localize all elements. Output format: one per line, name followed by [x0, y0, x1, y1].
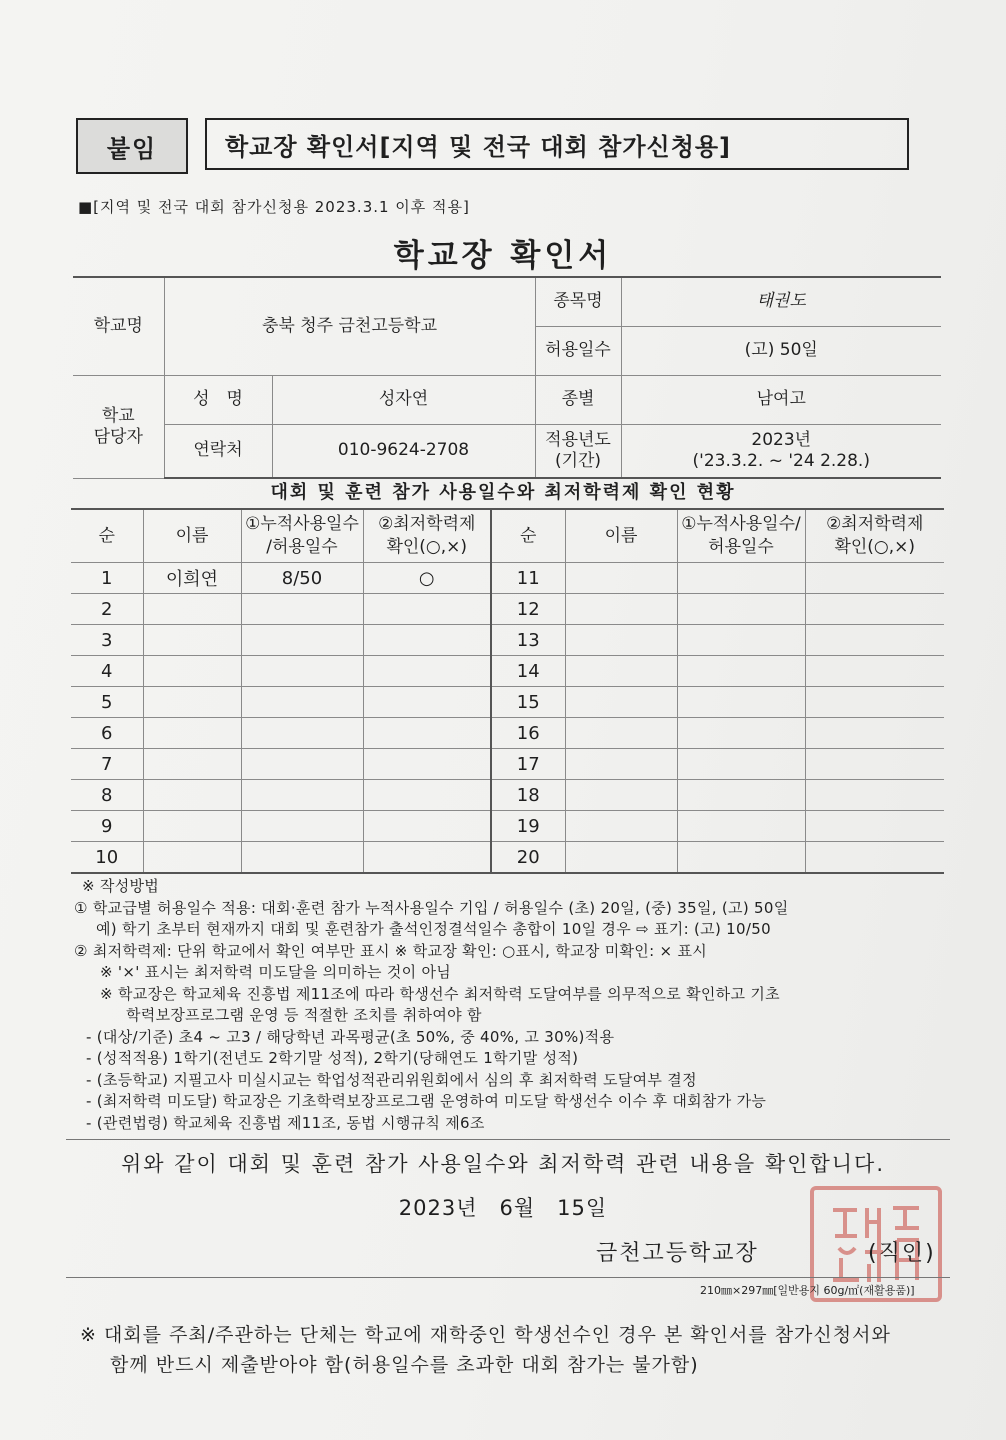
- info-table: [73, 276, 941, 479]
- table-row: [71, 687, 944, 718]
- page-title: 학교장 확인서: [393, 238, 613, 274]
- contact-person-label-1: 학교: [101, 405, 135, 426]
- cell-name-right: [565, 625, 677, 656]
- cell-no-right: 12: [491, 594, 565, 625]
- instruction-line: - (관련법령) 학교체육 진흥법 제11조, 동법 시행규칙 제6조: [86, 1113, 485, 1132]
- year-label: [535, 425, 621, 479]
- category-value: 남여고: [621, 376, 941, 425]
- cell-no: 5: [71, 687, 143, 718]
- cell-check: [363, 625, 491, 656]
- instructions-heading: ※ 작성방법: [82, 877, 160, 895]
- cell-no-right: 13: [491, 625, 565, 656]
- cell-check: [363, 811, 491, 842]
- cell-name: [143, 811, 241, 842]
- cell-name: [143, 749, 241, 780]
- cell-no: 4: [71, 656, 143, 687]
- cell-days: [241, 842, 363, 874]
- cell-days: [241, 594, 363, 625]
- form-title: 학교장 확인서[지역 및 전국 대회 참가신청용]: [225, 132, 732, 161]
- cell-no: 9: [71, 811, 143, 842]
- cell-check: [363, 780, 491, 811]
- table-row: [71, 625, 944, 656]
- cell-name-right: [565, 811, 677, 842]
- cell-name-right: [565, 842, 677, 874]
- instruction-line: - (성적적용) 1학기(전년도 2학기말 성적), 2학기(당해연도 1학기말 성적): [86, 1049, 579, 1067]
- cell-days-right: [677, 811, 805, 842]
- principal-name: 금천고등학교장: [596, 1241, 759, 1266]
- allowed-days-value: (고) 50일: [621, 327, 941, 376]
- table-row: [71, 842, 944, 874]
- cell-days: [241, 687, 363, 718]
- cell-check-right: [805, 563, 944, 594]
- cell-check: ○: [363, 563, 491, 594]
- divider: [66, 1139, 950, 1140]
- cell-days-right: [677, 563, 805, 594]
- cell-days: [241, 780, 363, 811]
- header-days-right: [677, 509, 805, 563]
- cell-check-right: [805, 594, 944, 625]
- status-title: 대회 및 훈련 참가 사용일수와 최저학력제 확인 현황: [270, 482, 736, 503]
- year-label-1: 적용년도: [545, 429, 611, 450]
- year-label-2: (기간): [554, 451, 602, 471]
- cell-days-right: [677, 594, 805, 625]
- submission-note-line: ※ 대회를 주최/주관하는 단체는 학교에 재학중인 학생선수인 경우 본 확인서를 참가신청서와: [80, 1324, 891, 1346]
- cell-days-right: [677, 842, 805, 874]
- header-days-right-1: ①누적사용일수/: [681, 514, 801, 535]
- cell-name: [143, 780, 241, 811]
- school-label: 학교명: [73, 277, 164, 376]
- instruction-line: 예) 학기 초부터 현재까지 대회 및 훈련참가 출석인정결석일수 총합이 10일 경우 ⇨ 표기: (고) 10/50: [96, 920, 771, 938]
- phone-value: 010-9624-2708: [272, 425, 535, 479]
- cell-no-right: 19: [491, 811, 565, 842]
- cell-check: [363, 656, 491, 687]
- cell-days-right: [677, 656, 805, 687]
- header-days: [241, 509, 363, 563]
- cell-days-right: [677, 749, 805, 780]
- cell-check-right: [805, 625, 944, 656]
- cell-name-right: [565, 749, 677, 780]
- seal-label: (직인): [868, 1241, 936, 1266]
- instruction-line: ※ '×' 표시는 최저학력 미도달을 의미하는 것이 아님: [100, 963, 452, 981]
- cell-check-right: [805, 718, 944, 749]
- cell-name: [143, 687, 241, 718]
- cell-name: 이희연: [143, 563, 241, 594]
- cell-check: [363, 842, 491, 874]
- cell-name-right: [565, 687, 677, 718]
- contact-person-label: [73, 376, 164, 479]
- table-row: [71, 718, 944, 749]
- event-label: 종목명: [535, 277, 621, 327]
- cell-name: [143, 625, 241, 656]
- allowed-days-label: 허용일수: [535, 327, 621, 376]
- event-value: 태권도: [621, 277, 941, 327]
- cell-no: 6: [71, 718, 143, 749]
- cell-days-right: [677, 687, 805, 718]
- table-row: [71, 811, 944, 842]
- cell-name-right: [565, 563, 677, 594]
- table-row: [71, 780, 944, 811]
- form-title-box: [205, 118, 909, 170]
- header-name-right: 이름: [565, 509, 677, 563]
- instruction-line: - (초등학교) 지필고사 미실시교는 학업성적관리위원회에서 심의 후 최저학력 도달여부 결정: [86, 1070, 697, 1089]
- cell-name: [143, 656, 241, 687]
- header-days-2: /허용일수: [266, 537, 338, 557]
- paper-spec-note: 210㎜×297㎜[일반용지 60g/㎡(재활용품)]: [700, 1284, 915, 1297]
- cell-check-right: [805, 656, 944, 687]
- cell-no-right: 20: [491, 842, 565, 874]
- cell-days-right: [677, 625, 805, 656]
- contact-person-label-2: 담당자: [93, 426, 143, 447]
- cell-check: [363, 687, 491, 718]
- header-name: 이름: [143, 509, 241, 563]
- cell-no-right: 15: [491, 687, 565, 718]
- usage-table: [71, 508, 944, 874]
- attachment-label-box: [76, 118, 188, 174]
- header-academic: [363, 509, 491, 563]
- cell-no-right: 16: [491, 718, 565, 749]
- header-no: 순: [71, 509, 143, 563]
- cell-no: 7: [71, 749, 143, 780]
- cell-name: [143, 594, 241, 625]
- header-academic-right: [805, 509, 944, 563]
- cell-no-right: 11: [491, 563, 565, 594]
- table-row: [71, 563, 944, 594]
- attachment-label: 붙임: [106, 134, 158, 163]
- cell-check: [363, 749, 491, 780]
- cell-no-right: 14: [491, 656, 565, 687]
- divider: [66, 1277, 950, 1278]
- cell-check-right: [805, 811, 944, 842]
- year-value-2: ('23.3.2. ~ '24 2.28.): [692, 451, 870, 471]
- instructions: [74, 876, 954, 1134]
- instruction-line: ① 학교급별 허용일수 적용: 대회·훈련 참가 누적사용일수 기입 / 허용일수 (초) 20일, (중) 35일, (고) 50일: [74, 898, 789, 917]
- cell-days: [241, 625, 363, 656]
- table-row: [71, 594, 944, 625]
- cell-check: [363, 718, 491, 749]
- cell-check-right: [805, 842, 944, 874]
- instruction-line: ② 최저학력제: 단위 학교에서 확인 여부만 표시 ※ 학교장 확인: ○표시, 학교장 미확인: × 표시: [74, 941, 708, 960]
- cell-no: 1: [71, 563, 143, 594]
- instruction-line: 학력보장프로그램 운영 등 적절한 조치를 취하여야 함: [126, 1006, 482, 1024]
- instruction-line: ※ 학교장은 학교체육 진흥법 제11조에 따라 학생선수 최저학력 도달여부를 의무적으로 확인하고 기초: [100, 984, 780, 1003]
- submission-note-line: 함께 반드시 제출받아야 함(허용일수를 초과한 대회 참가는 불가함): [110, 1354, 699, 1376]
- header-days-right-2: 허용일수: [708, 537, 774, 557]
- name-label: 성 명: [164, 376, 272, 425]
- issue-date: 2023년 6월 15일: [398, 1196, 608, 1220]
- cell-check-right: [805, 749, 944, 780]
- header-academic-1: ②최저학력제: [378, 514, 476, 535]
- header-academic-right-2: 확인(○,×): [834, 537, 916, 557]
- cell-days: 8/50: [241, 563, 363, 594]
- cell-no-right: 18: [491, 780, 565, 811]
- school-name: 충북 청주 금천고등학교: [164, 277, 535, 376]
- category-label: 종별: [535, 376, 621, 425]
- header-academic-right-1: ②최저학력제: [826, 514, 924, 535]
- cell-name-right: [565, 594, 677, 625]
- submission-note: [80, 1320, 891, 1380]
- cell-days: [241, 749, 363, 780]
- instruction-line: - (대상/기준) 초4 ~ 고3 / 해당학년 과목평균(초 50%, 중 40%, 고 30%)적용: [86, 1027, 615, 1046]
- cell-no-right: 17: [491, 749, 565, 780]
- cell-name: [143, 842, 241, 874]
- header-academic-2: 확인(○,×): [386, 537, 468, 557]
- confirmation-text: 위와 같이 대회 및 훈련 참가 사용일수와 최저학력 관련 내용을 확인합니다.: [120, 1152, 885, 1176]
- table-row: [71, 749, 944, 780]
- cell-check-right: [805, 780, 944, 811]
- header-no-right: 순: [491, 509, 565, 563]
- cell-no: 3: [71, 625, 143, 656]
- year-value-1: 2023년: [751, 429, 812, 450]
- cell-days: [241, 656, 363, 687]
- cell-name-right: [565, 718, 677, 749]
- applicability-note: ■[지역 및 전국 대회 참가신청용 2023.3.1 이후 적용]: [78, 198, 470, 216]
- table-header-row: [71, 509, 944, 563]
- cell-days: [241, 811, 363, 842]
- table-row: [71, 656, 944, 687]
- year-value: [621, 425, 941, 479]
- phone-label: 연락처: [164, 425, 272, 479]
- cell-no: 2: [71, 594, 143, 625]
- cell-name-right: [565, 780, 677, 811]
- name-value: 성자연: [272, 376, 535, 425]
- cell-name: [143, 718, 241, 749]
- cell-days-right: [677, 718, 805, 749]
- cell-no: 10: [71, 842, 143, 874]
- header-days-1: ①누적사용일수: [245, 514, 359, 535]
- cell-check-right: [805, 687, 944, 718]
- cell-no: 8: [71, 780, 143, 811]
- cell-days-right: [677, 780, 805, 811]
- cell-check: [363, 594, 491, 625]
- cell-days: [241, 718, 363, 749]
- instruction-line: - (최저학력 미도달) 학교장은 기초학력보장프로그램 운영하여 미도달 학생선수 이수 후 대회참가 가능: [86, 1092, 767, 1110]
- cell-name-right: [565, 656, 677, 687]
